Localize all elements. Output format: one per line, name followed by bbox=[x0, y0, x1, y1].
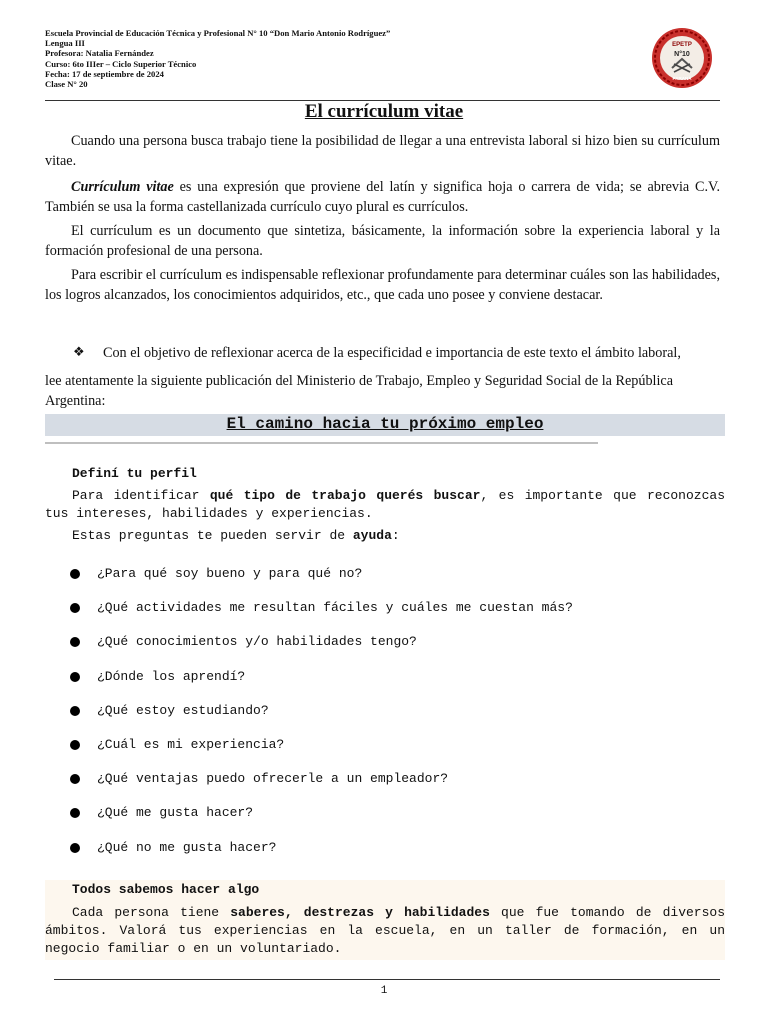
seal-bottom-text: PARANÁ bbox=[672, 76, 692, 81]
article-title: El camino hacia tu próximo empleo bbox=[226, 415, 544, 433]
list-item: ¿Qué ventajas puedo ofrecerle a un empleador? bbox=[70, 762, 573, 796]
list-item: ¿Qué me gusta hacer? bbox=[70, 796, 573, 830]
bullet-icon bbox=[70, 569, 80, 579]
bullet-icon bbox=[70, 603, 80, 613]
class-date: Fecha: 17 de septiembre de 2024 bbox=[45, 68, 164, 79]
bullet-icon bbox=[70, 843, 80, 853]
page-number: 1 bbox=[380, 985, 388, 997]
list-item: ¿Dónde los aprendí? bbox=[70, 660, 573, 694]
teacher-name: Profesora: Natalia Fernández bbox=[45, 48, 154, 59]
page-title: El currículum vitae bbox=[304, 101, 464, 122]
seal-mid-text: N°10 bbox=[674, 51, 690, 58]
saberes-paragraph: Cada persona tiene saberes, destrezas y habilidades que fue tomando de diversos ámbitos. Valorá tus experiencias en la escuela, en un taller de formación, en un negocio familiar o en un voluntariado. bbox=[45, 905, 726, 956]
class-number: Clase N° 20 bbox=[45, 79, 88, 90]
intro-paragraph-3: El currículum es un documento que sintetiza, básicamente, la información sobre la experiencia laboral y la formación profesional de una persona. bbox=[45, 223, 720, 259]
bullet-icon bbox=[70, 706, 80, 716]
perfil-paragraph: Para identificar qué tipo de trabajo querés buscar, es importante que reconozcas tus intereses, habilidades y experiencias. bbox=[45, 488, 725, 521]
seal-top-text: EPETP bbox=[672, 42, 692, 48]
questions-list bbox=[70, 557, 573, 865]
term-curriculum-vitae: Currículum vitae bbox=[71, 179, 174, 195]
school-name: Escuela Provincial de Educación Técnica y Profesional N° 10 “Don Mario Antonio Rodríguez” bbox=[45, 28, 391, 38]
document-header bbox=[45, 28, 605, 89]
section-heading-saberes: Todos sabemos hacer algo bbox=[72, 882, 260, 897]
list-item: ¿Cuál es mi experiencia? bbox=[70, 728, 573, 762]
bullet-icon bbox=[70, 672, 80, 682]
intro-paragraph-2: Currículum vitae es una expresión que proviene del latín y significa hoja o carrera de vida; se abrevia C.V. También se usa la forma castellanizada currículo cuyo plural es currículos. bbox=[45, 179, 720, 215]
course-info: Curso: 6to IIIer – Ciclo Superior Técnico bbox=[45, 58, 197, 69]
list-item: ¿Qué estoy estudiando? bbox=[70, 694, 573, 728]
diamond-bullet-icon: ❖ bbox=[73, 345, 85, 360]
questions-intro: Estas preguntas te pueden servir de ayuda: bbox=[72, 528, 400, 543]
bullet-icon bbox=[70, 740, 80, 750]
subject-name: Lengua III bbox=[45, 38, 85, 49]
list-item: ¿Qué actividades me resultan fáciles y cuáles me cuestan más? bbox=[70, 591, 573, 625]
instruction-line-2: lee atentamente la siguiente publicación del Ministerio de Trabajo, Empleo y Seguridad Social de la República Argentina: bbox=[45, 373, 674, 409]
bullet-icon bbox=[70, 637, 80, 647]
section-heading-perfil: Definí tu perfil bbox=[72, 466, 197, 481]
reading-instruction bbox=[45, 343, 720, 411]
list-item: ¿Qué no me gusta hacer? bbox=[70, 831, 573, 865]
list-item: ¿Qué conocimientos y/o habilidades tengo? bbox=[70, 625, 573, 659]
bullet-icon bbox=[70, 774, 80, 784]
school-seal-icon bbox=[650, 26, 714, 90]
list-item: ¿Para qué soy bueno y para qué no? bbox=[70, 557, 573, 591]
intro-paragraph-4: Para escribir el currículum es indispensable reflexionar profundamente para determinar cuáles son las habilidades, los logros alcanzados, los conocimientos adquiridos, etc., que cada uno posee y conviene destacar. bbox=[45, 267, 720, 303]
footer-divider bbox=[54, 979, 720, 980]
intro-paragraph-1: Cuando una persona busca trabajo tiene la posibilidad de llegar a una entrevista laboral si hizo bien su currículum vitae. bbox=[45, 133, 720, 169]
bullet-icon bbox=[70, 808, 80, 818]
article-title-rule bbox=[45, 442, 598, 444]
instruction-line-1: Con el objetivo de reflexionar acerca de la especificidad e importancia de este texto el ámbito laboral, bbox=[103, 345, 681, 361]
